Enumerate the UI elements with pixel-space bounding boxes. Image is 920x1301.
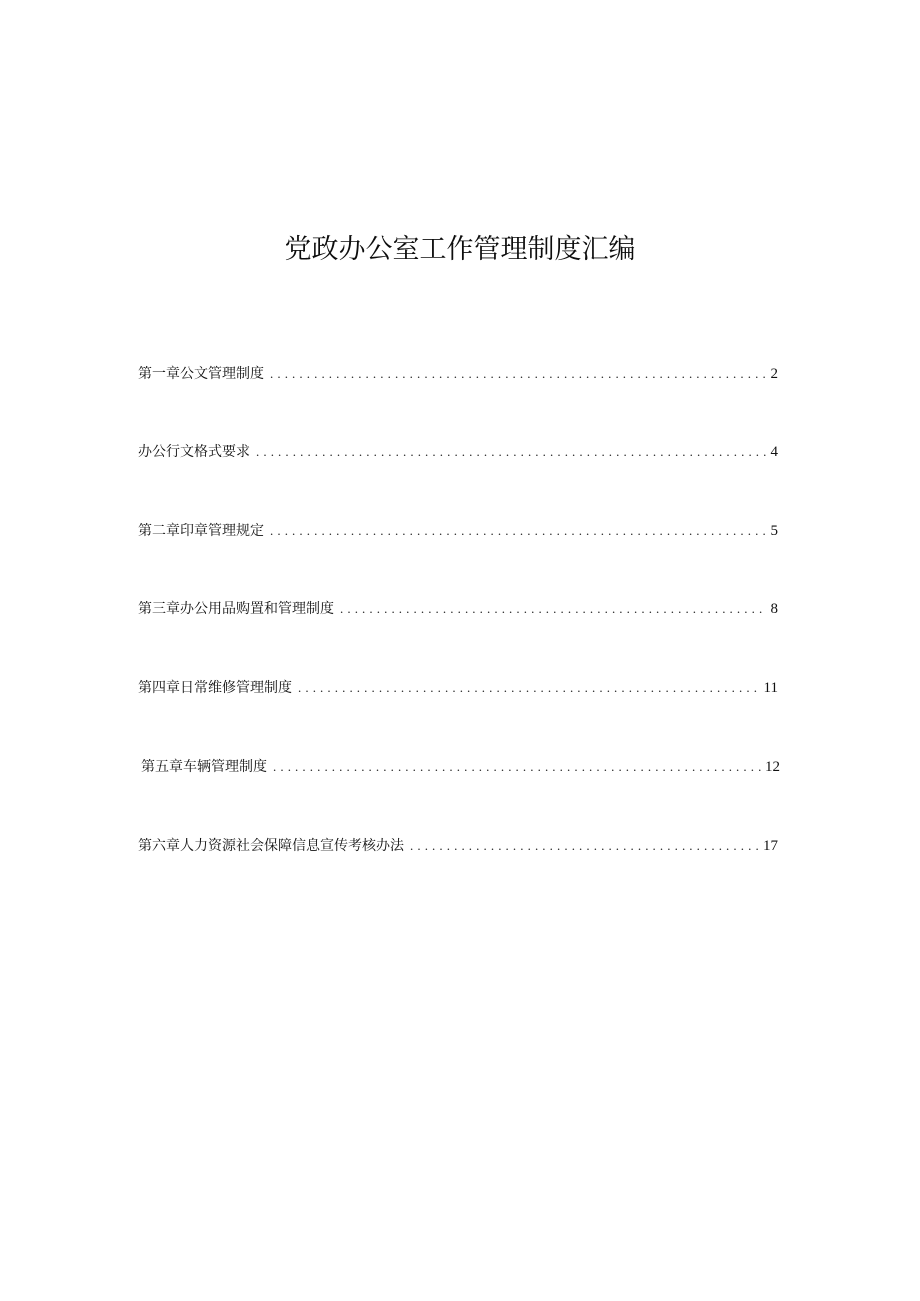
toc-entry-page-number: 17	[763, 838, 778, 854]
toc-entry-label: 第五章车辆管理制度	[141, 759, 267, 775]
toc-entry-page-number: 4	[770, 444, 778, 460]
toc-dot-leader	[270, 520, 767, 542]
toc-entry-label: 第一章公文管理制度	[138, 366, 264, 382]
toc-entry-page-number: 2	[770, 366, 778, 382]
toc-entry-chapter-1[interactable]	[138, 363, 778, 385]
toc-entry-chapter-6[interactable]	[138, 835, 778, 857]
toc-entry-label: 第三章办公用品购置和管理制度	[138, 601, 334, 617]
toc-dot-leader	[256, 441, 767, 463]
toc-entry-label: 第二章印章管理规定	[138, 523, 264, 539]
document-title: 党政办公室工作管理制度汇编	[284, 234, 636, 265]
toc-dot-leader	[273, 756, 761, 778]
toc-entry-page-number: 8	[770, 601, 778, 617]
toc-entry-chapter-2[interactable]	[138, 520, 778, 542]
toc-entry-label: 办公行文格式要求	[138, 444, 250, 460]
toc-entry-page-number: 12	[765, 759, 780, 775]
toc-entry-chapter-3[interactable]	[138, 598, 778, 620]
toc-entry-chapter-5[interactable]	[141, 756, 780, 778]
toc-dot-leader	[410, 835, 759, 857]
toc-dot-leader	[270, 363, 767, 385]
toc-entry-label: 第六章人力资源社会保障信息宣传考核办法	[138, 838, 404, 854]
toc-dot-leader	[298, 677, 760, 699]
toc-entry-chapter-4[interactable]	[138, 677, 778, 699]
toc-entry-page-number: 11	[763, 680, 778, 696]
toc-dot-leader	[340, 598, 767, 620]
toc-entry-page-number: 5	[770, 523, 778, 539]
toc-entry-label: 第四章日常维修管理制度	[138, 680, 292, 696]
toc-entry-format-requirements[interactable]	[138, 441, 778, 463]
